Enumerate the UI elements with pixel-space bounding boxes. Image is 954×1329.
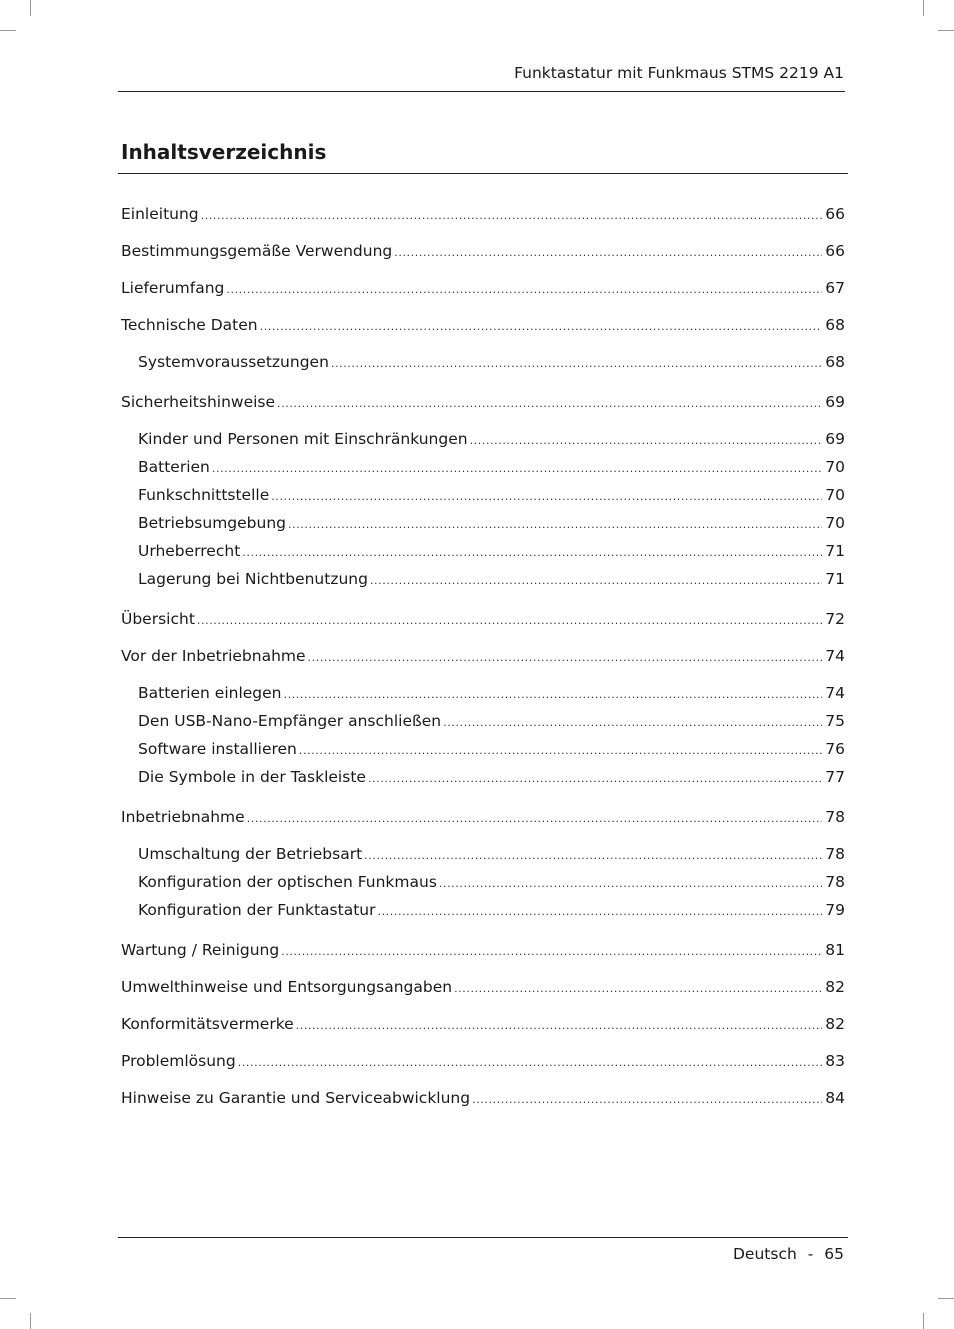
- toc-entry[interactable]: [138, 540, 845, 562]
- toc-entry-title: Die Symbole in der Taskleiste: [138, 768, 366, 786]
- toc-dot-leader: [260, 316, 823, 338]
- toc-entry-title: Software installieren: [138, 740, 297, 758]
- toc-dot-leader: [226, 279, 822, 301]
- crop-mark-bottom-right: [923, 1313, 924, 1329]
- toc-dot-leader: [281, 941, 822, 963]
- toc-entry-page: 79: [825, 901, 845, 919]
- toc-entry-title: Umschaltung der Betriebsart: [138, 845, 363, 863]
- toc-entry[interactable]: [138, 738, 845, 760]
- crop-mark-top-left: [30, 0, 31, 16]
- toc-entry-page: 69: [825, 430, 845, 448]
- toc-entry-page: 67: [825, 279, 845, 297]
- toc-entry-title: Hinweise zu Garantie und Serviceabwicklung: [121, 1089, 471, 1107]
- toc-entry-page: 78: [825, 808, 845, 826]
- toc-entry-page: 74: [825, 684, 845, 702]
- toc-entry[interactable]: [138, 766, 845, 788]
- toc-entry-title: Konformitätsvermerke: [121, 1015, 294, 1033]
- toc-entry-title: Funkschnittstelle: [138, 486, 270, 504]
- toc-entry-page: 76: [825, 740, 845, 758]
- toc-entry-title: Betriebsumgebung: [138, 514, 286, 532]
- toc-dot-leader: [247, 808, 823, 830]
- toc-entry[interactable]: [121, 277, 845, 299]
- toc-entry-page: 77: [825, 768, 845, 786]
- toc-entry-title: Den USB-Nano-Empfänger anschließen: [138, 712, 442, 730]
- toc-entry-page: 70: [825, 514, 845, 532]
- toc-entry[interactable]: [138, 456, 845, 478]
- toc-entry-page: 69: [825, 393, 845, 411]
- toc-dot-leader: [296, 1015, 823, 1037]
- toc-entry[interactable]: [121, 939, 845, 961]
- toc-entry-title: Kinder und Personen mit Einschränkungen: [138, 430, 468, 448]
- toc-entry[interactable]: [121, 1013, 845, 1035]
- footer-page-label: [733, 1244, 844, 1264]
- crop-mark-top-right: [923, 0, 924, 16]
- toc-entry-page: 84: [825, 1089, 845, 1107]
- toc-entry-title: Urheberrecht: [138, 542, 241, 560]
- toc-entry-title: Konfiguration der optischen Funkmaus: [138, 873, 437, 891]
- toc-entry[interactable]: [138, 710, 845, 732]
- toc-entry[interactable]: [121, 203, 845, 225]
- toc-dot-leader: [284, 684, 823, 706]
- header-rule: [118, 91, 845, 92]
- toc-entry[interactable]: [138, 899, 845, 921]
- toc-entry-title: Technische Daten: [121, 316, 258, 334]
- toc-entry-page: 71: [825, 542, 845, 560]
- toc-entry[interactable]: [121, 645, 845, 667]
- toc-entry-title: Inbetriebnahme: [121, 808, 245, 826]
- toc-entry[interactable]: [138, 568, 845, 590]
- toc-dot-leader: [242, 542, 822, 564]
- toc-entry-page: 66: [825, 242, 845, 260]
- footer-rule: [118, 1237, 848, 1238]
- running-header-title: Funktastatur mit Funkmaus STMS 2219 A1: [514, 64, 844, 82]
- toc-dot-leader: [288, 514, 822, 536]
- toc-dot-leader: [370, 570, 822, 592]
- toc-entry[interactable]: [138, 843, 845, 865]
- toc-dot-leader: [454, 978, 822, 1000]
- toc-entry[interactable]: [121, 391, 845, 413]
- toc-dot-leader: [377, 901, 822, 923]
- toc-entry-page: 66: [825, 205, 845, 223]
- toc-dot-leader: [439, 873, 822, 895]
- crop-mark-bottom-right-h: [938, 1298, 954, 1299]
- toc-entry[interactable]: [138, 512, 845, 534]
- toc-entry-title: Problemlösung: [121, 1052, 236, 1070]
- toc-dot-leader: [472, 1089, 822, 1111]
- toc-dot-leader: [470, 430, 823, 452]
- toc-entry-title: Lagerung bei Nichtbenutzung: [138, 570, 368, 588]
- toc-entry-page: 82: [825, 978, 845, 996]
- toc-entry-title: Übersicht: [121, 610, 195, 628]
- toc-entry[interactable]: [121, 608, 845, 630]
- toc-entry[interactable]: [121, 806, 845, 828]
- crop-mark-bottom-left: [30, 1313, 31, 1329]
- toc-entry-page: 72: [825, 610, 845, 628]
- toc-entry-title: Sicherheitshinweise: [121, 393, 276, 411]
- crop-mark-bottom-left-h: [0, 1298, 16, 1299]
- toc-dot-leader: [443, 712, 822, 734]
- toc-dot-leader: [331, 353, 822, 375]
- toc-dot-leader: [308, 647, 823, 669]
- toc-heading: Inhaltsverzeichnis: [121, 140, 327, 164]
- toc-entry-page: 75: [825, 712, 845, 730]
- toc-entry[interactable]: [121, 314, 845, 336]
- toc-dot-leader: [299, 740, 822, 762]
- toc-dot-leader: [197, 610, 822, 632]
- toc-entry-title: Wartung / Reinigung: [121, 941, 280, 959]
- toc-entry-title: Konfiguration der Funktastatur: [138, 901, 376, 919]
- toc-dot-leader: [212, 458, 822, 480]
- toc-entry-title: Batterien einlegen: [138, 684, 282, 702]
- toc-entry-page: 74: [825, 647, 845, 665]
- toc-entry[interactable]: [138, 871, 845, 893]
- toc-entry-title: Bestimmungsgemäße Verwendung: [121, 242, 393, 260]
- toc-entry-page: 70: [825, 486, 845, 504]
- toc-dot-leader: [368, 768, 822, 790]
- toc-entry-page: 68: [825, 316, 845, 334]
- toc-entry-page: 82: [825, 1015, 845, 1033]
- toc-entry[interactable]: [121, 1050, 845, 1072]
- toc-entry-title: Systemvoraussetzungen: [138, 353, 329, 371]
- crop-mark-top-left-h: [0, 30, 16, 31]
- toc-entry-title: Vor der Inbetriebnahme: [121, 647, 306, 665]
- crop-mark-top-right-h: [938, 30, 954, 31]
- footer-page-number: 65: [824, 1245, 844, 1263]
- footer-separator: -: [807, 1245, 814, 1263]
- toc-entry-page: 71: [825, 570, 845, 588]
- toc-entry[interactable]: [138, 682, 845, 704]
- toc-entry[interactable]: [121, 240, 845, 262]
- toc-entry[interactable]: [138, 351, 845, 373]
- toc-dot-leader: [394, 242, 822, 264]
- toc-heading-rule: [118, 173, 848, 174]
- toc-entry[interactable]: [121, 1087, 845, 1109]
- toc-dot-leader: [364, 845, 822, 867]
- toc-entry-title: Einleitung: [121, 205, 199, 223]
- toc-entry-page: 78: [825, 873, 845, 891]
- footer-language: Deutsch: [733, 1245, 797, 1263]
- toc-entry-title: Umwelthinweise und Entsorgungsangaben: [121, 978, 453, 996]
- toc-entry-page: 78: [825, 845, 845, 863]
- toc-dot-leader: [201, 205, 823, 227]
- toc-entry-title: Batterien: [138, 458, 210, 476]
- toc-entry-page: 81: [825, 941, 845, 959]
- toc-dot-leader: [277, 393, 822, 415]
- toc-entry[interactable]: [121, 976, 845, 998]
- toc-dot-leader: [238, 1052, 823, 1074]
- toc-entry-page: 68: [825, 353, 845, 371]
- toc-entry[interactable]: [138, 428, 845, 450]
- toc-dot-leader: [271, 486, 822, 508]
- toc-entry-title: Lieferumfang: [121, 279, 225, 297]
- toc-entry-page: 83: [825, 1052, 845, 1070]
- toc-entry[interactable]: [138, 484, 845, 506]
- toc-entry-page: 70: [825, 458, 845, 476]
